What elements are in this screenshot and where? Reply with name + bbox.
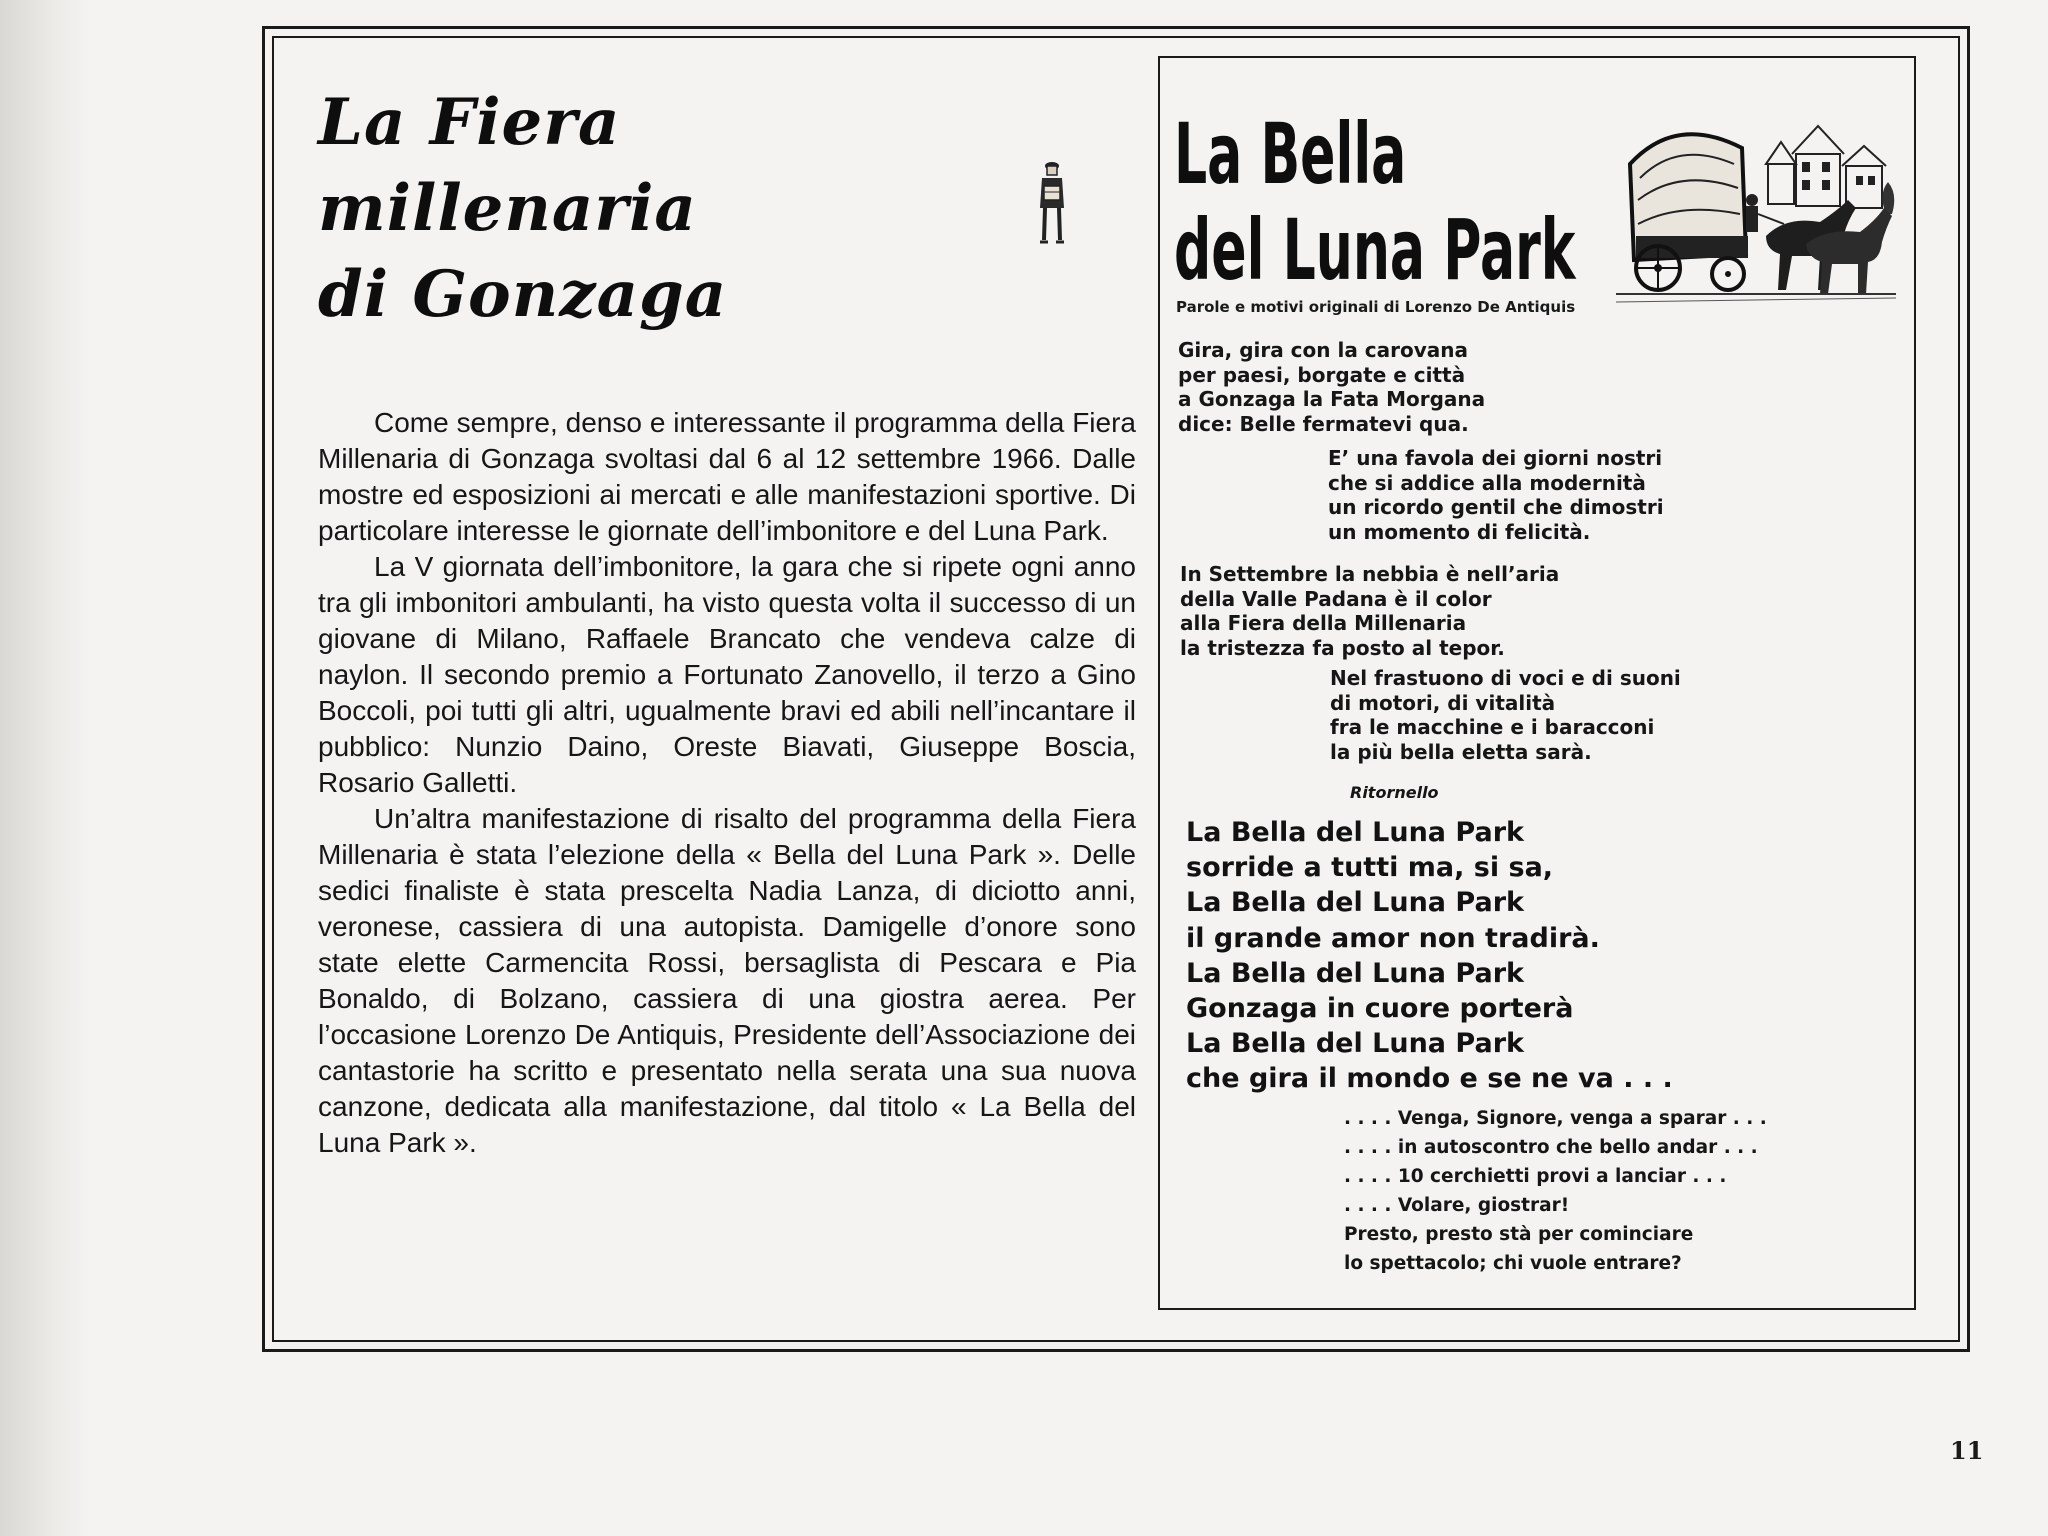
coda-line: . . . . Venga, Signore, venga a sparar . . . bbox=[1344, 1108, 1767, 1129]
song-coda bbox=[1344, 1104, 1767, 1278]
verse-line: Nel frastuono di voci e di suoni bbox=[1330, 666, 1681, 690]
song-title-line-2: del Luna Park bbox=[1174, 201, 1576, 299]
verse-line: a Gonzaga la Fata Morgana bbox=[1178, 387, 1486, 411]
verse-line: un momento di felicità. bbox=[1328, 519, 1591, 544]
article-title-line-1: La Fiera bbox=[318, 85, 621, 160]
verse-line: per paesi, borgate e città bbox=[1178, 362, 1466, 387]
verse-line: un ricordo gentil che dimostri bbox=[1328, 495, 1664, 519]
page-gutter-shadow bbox=[0, 0, 92, 1536]
refrain-line: La Bella del Luna Park bbox=[1186, 887, 1524, 919]
refrain-line: La Bella del Luna Park bbox=[1186, 817, 1524, 848]
article-title-line-2: millenaria bbox=[318, 171, 697, 246]
coda-line: . . . . 10 cerchietti provi a lanciar . . . bbox=[1344, 1166, 1727, 1187]
verse-line: fra le macchine e i baracconi bbox=[1330, 715, 1655, 739]
refrain-line: sorride a tutti ma, si sa, bbox=[1186, 852, 1554, 884]
song-verse-2 bbox=[1328, 446, 1664, 544]
article-body bbox=[318, 405, 1136, 1161]
refrain-line: La Bella del Luna Park bbox=[1186, 1028, 1524, 1060]
song-verse-3 bbox=[1180, 562, 1559, 660]
song-title bbox=[1174, 106, 1575, 298]
refrain-line: La Bella del Luna Park bbox=[1186, 957, 1524, 989]
street-vendor-icon bbox=[1030, 152, 1074, 252]
article-title-line-3: di Gonzaga bbox=[318, 257, 728, 332]
verse-line: dice: Belle fermatevi qua. bbox=[1178, 411, 1469, 436]
article-paragraph-3: Un’altra manifestazione di risalto del programma della Fiera Millenaria è stata l’elezione della « Bella del Luna Park ». Delle sedici finaliste è stata prescelta Nadia Lanza, di diciotto anni, veronese, cassiera di una autopista. Damigelle d’onore sono state elette Carmencita Rossi, bersaglista di Pescara e Pia Bonaldo, di Bolzano, cassiera di una giostra aerea. Per l’occasione Lorenzo De Antiquis, Presidente dell’Associazione dei cantastorie ha scritto e presentato nella serata una sua nuova canzone, dedicata alla manifestazione, dal titolo « La Bella del Luna Park ». bbox=[318, 803, 1136, 1158]
verse-line: E’ una favola dei giorni nostri bbox=[1328, 446, 1663, 470]
song-refrain bbox=[1186, 815, 1673, 1097]
verse-line: la più bella eletta sarà. bbox=[1330, 739, 1592, 764]
ritornello-label: Ritornello bbox=[1350, 783, 1439, 802]
coda-line: . . . . Volare, giostrar! bbox=[1344, 1195, 1570, 1216]
verse-line: la tristezza fa posto al tepor. bbox=[1180, 635, 1505, 660]
song-title-line-1: La Bella bbox=[1174, 105, 1407, 203]
verse-line: della Valle Padana è il color bbox=[1180, 586, 1492, 611]
refrain-line: il grande amor non tradirà. bbox=[1186, 922, 1600, 954]
page-number: 11 bbox=[1950, 1436, 1984, 1465]
coda-line: lo spettacolo; chi vuole entrare? bbox=[1344, 1253, 1682, 1274]
song-verse-4 bbox=[1330, 666, 1681, 764]
coda-line: Presto, presto stà per cominciare bbox=[1344, 1224, 1694, 1245]
verse-line: Gira, gira con la carovana bbox=[1178, 338, 1469, 362]
article-title bbox=[318, 80, 878, 338]
verse-line: che si addice alla modernità bbox=[1328, 470, 1646, 495]
refrain-line: Gonzaga in cuore porterà bbox=[1186, 993, 1574, 1025]
coda-line: . . . . in autoscontro che bello andar . . . bbox=[1344, 1137, 1758, 1158]
refrain-line: che gira il mondo e se ne va . . . bbox=[1186, 1063, 1673, 1095]
article-paragraph-1: Come sempre, denso e interessante il programma della Fiera Millenaria di Gonzaga svoltasi dal 6 al 12 settembre 1966. Dalle mostre ed esposizioni ai mercati e alle manifestazioni sportive. Di particolare interesse le giornate dell’imbonitore e del Luna Park. bbox=[318, 407, 1136, 546]
song-credit: Parole e motivi originali di Lorenzo De Antiquis bbox=[1176, 298, 1576, 316]
song-verse-1 bbox=[1178, 338, 1485, 436]
verse-line: In Settembre la nebbia è nell’aria bbox=[1180, 562, 1560, 586]
article-paragraph-2: La V giornata dell’imbonitore, la gara che si ripete ogni anno tra gli imbonitori ambulanti, ha visto questa volta il successo di un giovane di Milano, Raffaele Brancato che vendeva calze di naylon. Il secondo premio a Fortunato Zanovello, il terzo a Gino Boccoli, poi tutti gli altri, ugualmente bravi ed abili nell’incantare il pubblico: Nunzio Daino, Oreste Biavati, Giuseppe Boscia, Rosario Galletti. bbox=[318, 551, 1136, 798]
verse-line: alla Fiera della Millenaria bbox=[1180, 611, 1467, 635]
verse-line: di motori, di vitalità bbox=[1330, 690, 1556, 715]
horse-caravan-icon bbox=[1616, 104, 1896, 304]
